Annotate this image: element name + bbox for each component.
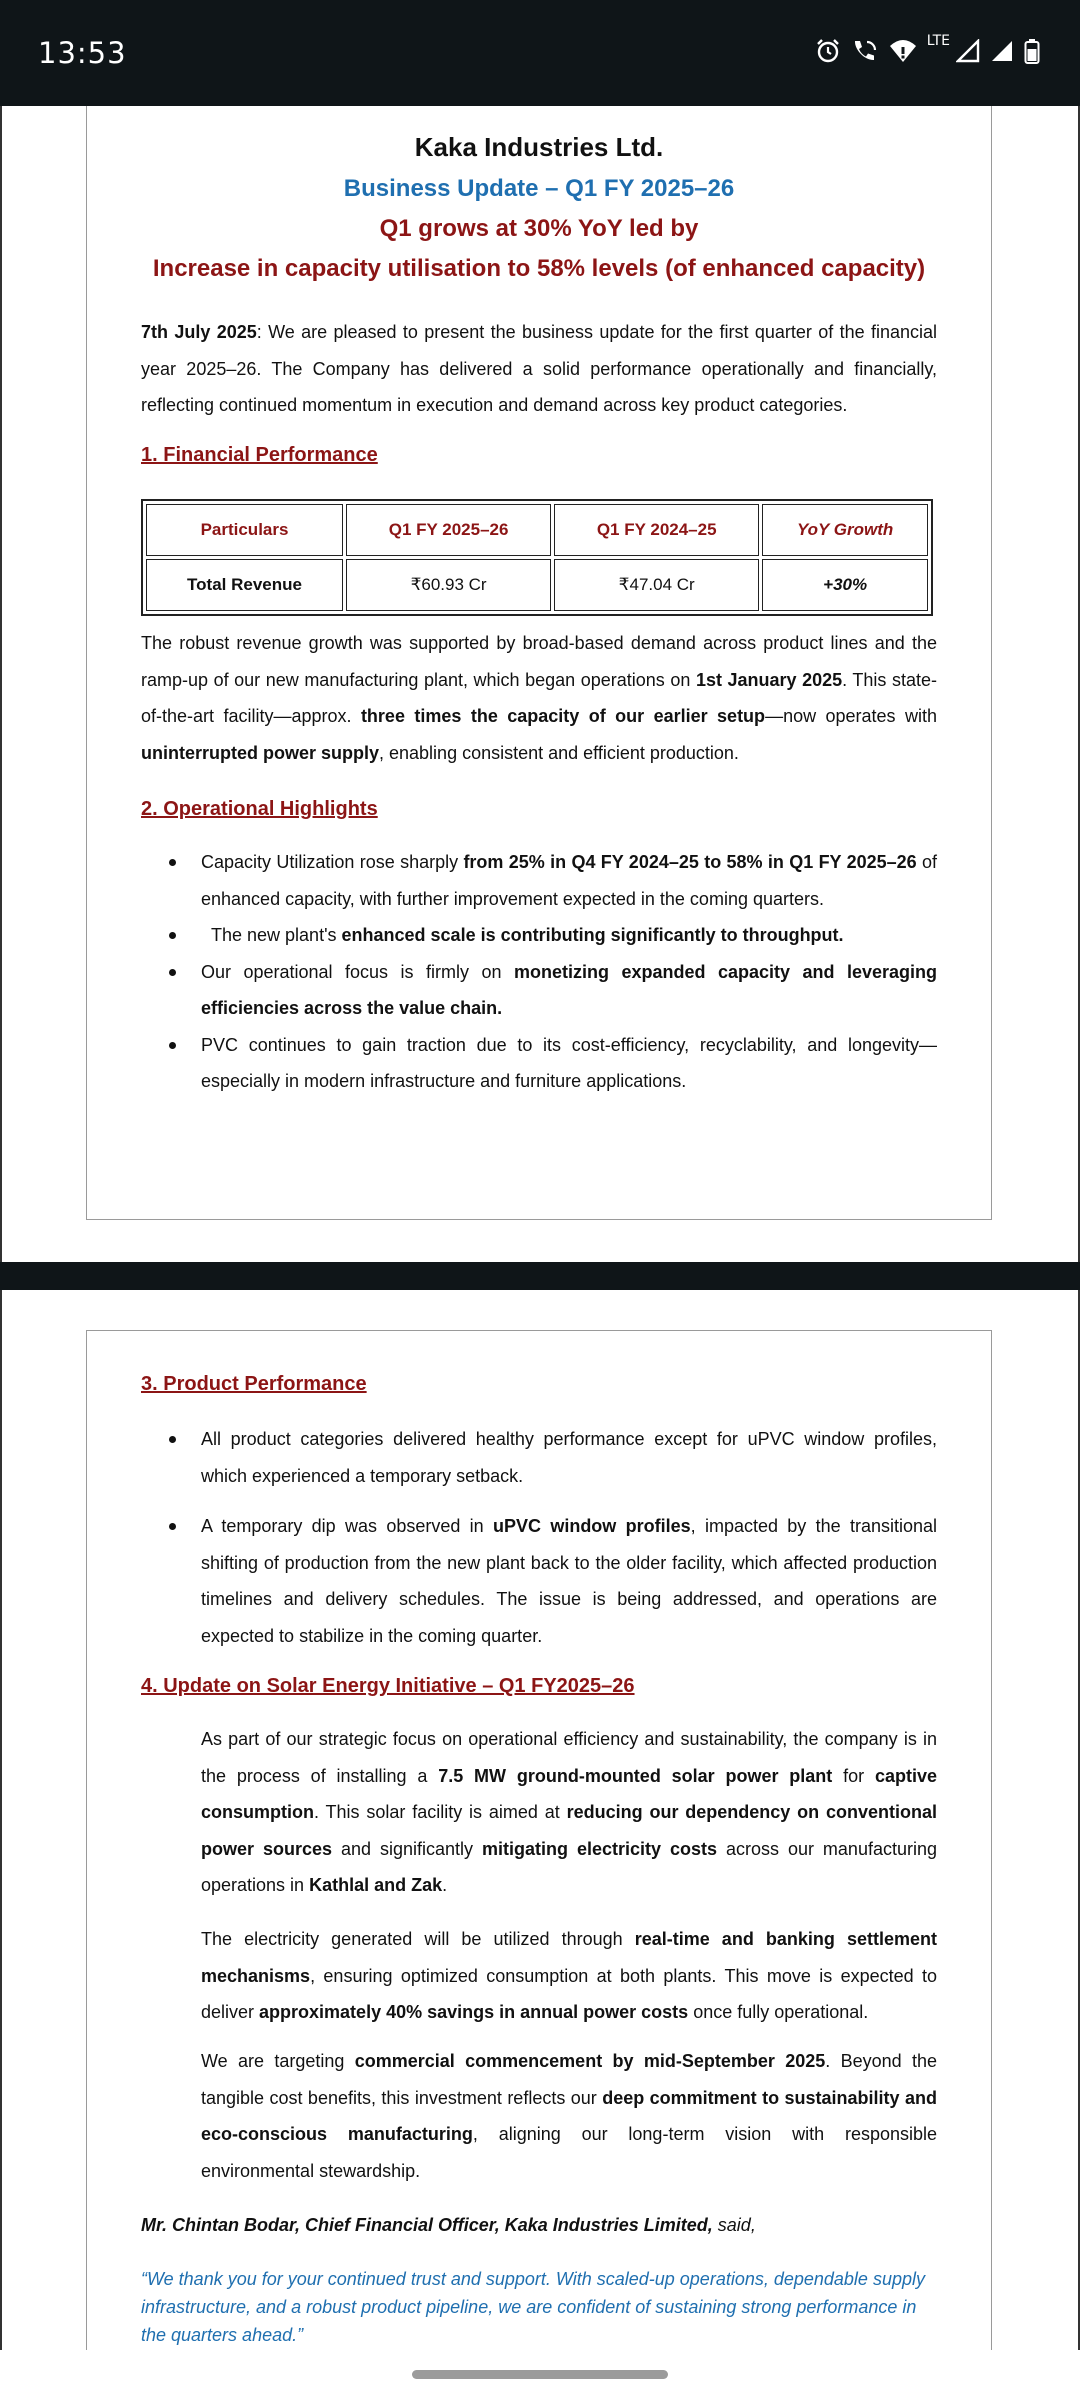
document-page-1[interactable]: [86, 106, 992, 1220]
text-run-bold: captive consumption: [201, 1765, 937, 1822]
update-title: Business Update – Q1 FY 2025–26: [343, 175, 735, 202]
text-run: Our operational focus is firmly on: [201, 961, 514, 982]
text-run-bold: uPVC window profiles: [493, 1516, 691, 1536]
text-run-bold: deep commitment to sustainability and eco-conscious manufacturing: [201, 2087, 937, 2144]
text-run-bold: three times the capacity of our earlier setup: [360, 706, 766, 726]
solar-paragraph-2: [201, 1921, 937, 2031]
solar-paragraph-3: [201, 2043, 937, 2189]
list-item: [141, 844, 937, 917]
highlights-list: [141, 844, 937, 1100]
text-run: —now operates with: [765, 706, 937, 726]
wifi-call-icon: [851, 38, 879, 64]
text-run-bold: commercial commencement by mid-September 2025: [354, 2051, 826, 2071]
text-run-bold: real-time and banking settlement mechanisms: [201, 1929, 937, 1986]
table-header-yoy: YoY Growth: [762, 504, 928, 556]
text-run-bold: 7.5 MW ground-mounted solar power plant: [438, 1765, 833, 1786]
revenue-paragraph: [141, 625, 937, 771]
list-item: [141, 1027, 937, 1100]
table-cell-q1-fy26: ₹60.93 Cr: [346, 559, 551, 611]
table-row: [146, 559, 928, 611]
text-run-bold: uninterrupted power supply: [141, 742, 380, 763]
text-run: As part of our strategic focus on operational efficiency and sustainability, the company is in the process of installing a: [201, 1729, 937, 1786]
wifi-icon: [889, 38, 917, 64]
text-run: All product categories delivered healthy performance except for uPVC window profiles, which experienced a temporary setback.: [201, 1429, 937, 1486]
table-header-row: [146, 504, 928, 556]
text-run-bold: enhanced scale is contributing significantly to throughput.: [341, 925, 844, 945]
text-run: of enhanced capacity, with further improvement expected in the coming quarters.: [201, 852, 937, 909]
list-item: [141, 954, 937, 1027]
viewer-border-left: [0, 1290, 2, 2350]
battery-icon: [1024, 38, 1040, 64]
section-financial-performance: 1. Financial Performance: [141, 444, 378, 466]
text-run-bold: reducing our dependency on conventional power sources: [201, 1802, 937, 1859]
text-run: , ensuring optimized consumption at both plants. This move is expected to deliver: [201, 1965, 937, 2022]
text-run: and significantly: [332, 1838, 482, 1859]
text-run: . Beyond the tangible cost benefits, this investment reflects our: [201, 2051, 938, 2108]
text-run: The robust revenue growth was supported by broad-based demand across product lines and the ramp-up of our new manufacturing plant, which began operations on: [141, 633, 937, 690]
text-run-bold: approximately 40% savings in annual power costs: [259, 2002, 689, 2022]
intro-paragraph: [141, 314, 937, 424]
text-run: PVC continues to gain traction due to its cost-efficiency, recyclability, and longevity—especially in modern infrastructure and furniture applications.: [201, 1034, 937, 1091]
product-list: [141, 1421, 937, 1654]
text-run-bold: 1st January 2025: [695, 669, 843, 690]
financial-table: [141, 499, 933, 616]
text-run: Capacity Utilization rose sharply: [201, 852, 464, 872]
text-run: A temporary dip was observed in: [201, 1516, 493, 1536]
cfo-attribution: [141, 2207, 937, 2244]
table-cell-label: Total Revenue: [146, 559, 343, 611]
table-header-q1-fy25: Q1 FY 2024–25: [554, 504, 759, 556]
section-operational-highlights: 2. Operational Highlights: [141, 798, 378, 820]
status-time: 13:53: [38, 36, 127, 70]
cfo-quote: “We thank you for your continued trust and support. With scaled-up operations, dependable supply infrastructure, and a robust product pipeline, we are confident of sustaining strong performance in the quarters ahead.”: [141, 2269, 925, 2345]
network-type-label: LTE: [926, 33, 950, 49]
headline-line-2: Increase in capacity utilisation to 58% levels (of enhanced capacity): [152, 255, 926, 282]
alarm-icon: [815, 38, 841, 64]
signal-icon-2: [990, 39, 1014, 63]
intro-date: 7th July 2025: [141, 322, 257, 342]
headline-line-1: Q1 grows at 30% YoY led by: [379, 215, 699, 242]
text-run: , enabling consistent and efficient production.: [379, 742, 739, 763]
table-cell-q1-fy25: ₹47.04 Cr: [554, 559, 759, 611]
viewer-border-left: [0, 106, 2, 1262]
table-cell-yoy: +30%: [762, 559, 928, 611]
gesture-navigation-handle[interactable]: [412, 2370, 668, 2379]
list-item: [141, 917, 937, 954]
section-product-performance: 3. Product Performance: [141, 1373, 367, 1395]
company-name: Kaka Industries Ltd.: [414, 132, 664, 162]
text-run-bold: from 25% in Q4 FY 2024–25 to 58% in Q1 FY 2025–26: [463, 852, 917, 872]
text-run: We are targeting: [201, 2051, 355, 2071]
table-header-particulars: Particulars: [146, 504, 343, 556]
status-icons: [815, 33, 1040, 64]
list-item: [141, 1421, 937, 1494]
document-page-2[interactable]: [86, 1330, 992, 2350]
table-header-q1-fy26: Q1 FY 2025–26: [346, 504, 551, 556]
text-run: , aligning our long-term vision with responsible environmental stewardship.: [201, 2124, 938, 2181]
text-run: The electricity generated will be utilized through: [201, 1929, 635, 1949]
text-run: once fully operational.: [688, 2002, 869, 2022]
cfo-name: Mr. Chintan Bodar, Chief Financial Officer, Kaka Industries Limited,: [141, 2215, 713, 2235]
page-separator: [0, 1262, 1080, 1290]
intro-text: : We are pleased to present the business update for the first quarter of the financial year 2025–26. The Company has delivered a solid performance operationally and financially, reflecting continued momentum in execution and demand across key product categories.: [141, 322, 938, 415]
text-run: , impacted by the transitional shifting of production from the new plant back to the older facility, which affected production timelines and delivery schedules. The issue is being addressed, and operations are expected to stabilize in the coming quarter.: [201, 1516, 938, 1646]
status-bar: [0, 0, 1080, 106]
text-run: .: [442, 1875, 448, 1895]
text-run: said,: [712, 2215, 756, 2235]
list-item: [141, 1508, 937, 1654]
text-run-bold: Kathlal and Zak: [309, 1875, 443, 1895]
solar-paragraph-1: [201, 1721, 937, 1904]
signal-icon: [956, 39, 980, 63]
text-run: . This state-of-the-art facility—approx.: [141, 669, 937, 726]
text-run: The new plant's: [211, 925, 342, 945]
text-run: for: [832, 1765, 875, 1786]
text-run: . This solar facility is aimed at: [314, 1802, 567, 1822]
text-run: across our manufacturing operations in: [201, 1838, 937, 1895]
text-run-bold: mitigating electricity costs: [482, 1838, 717, 1859]
text-run-bold: monetizing expanded capacity and leveraging efficiencies across the value chain.: [201, 961, 937, 1018]
section-solar-initiative: 4. Update on Solar Energy Initiative – Q1 FY2025–26: [141, 1675, 635, 1697]
